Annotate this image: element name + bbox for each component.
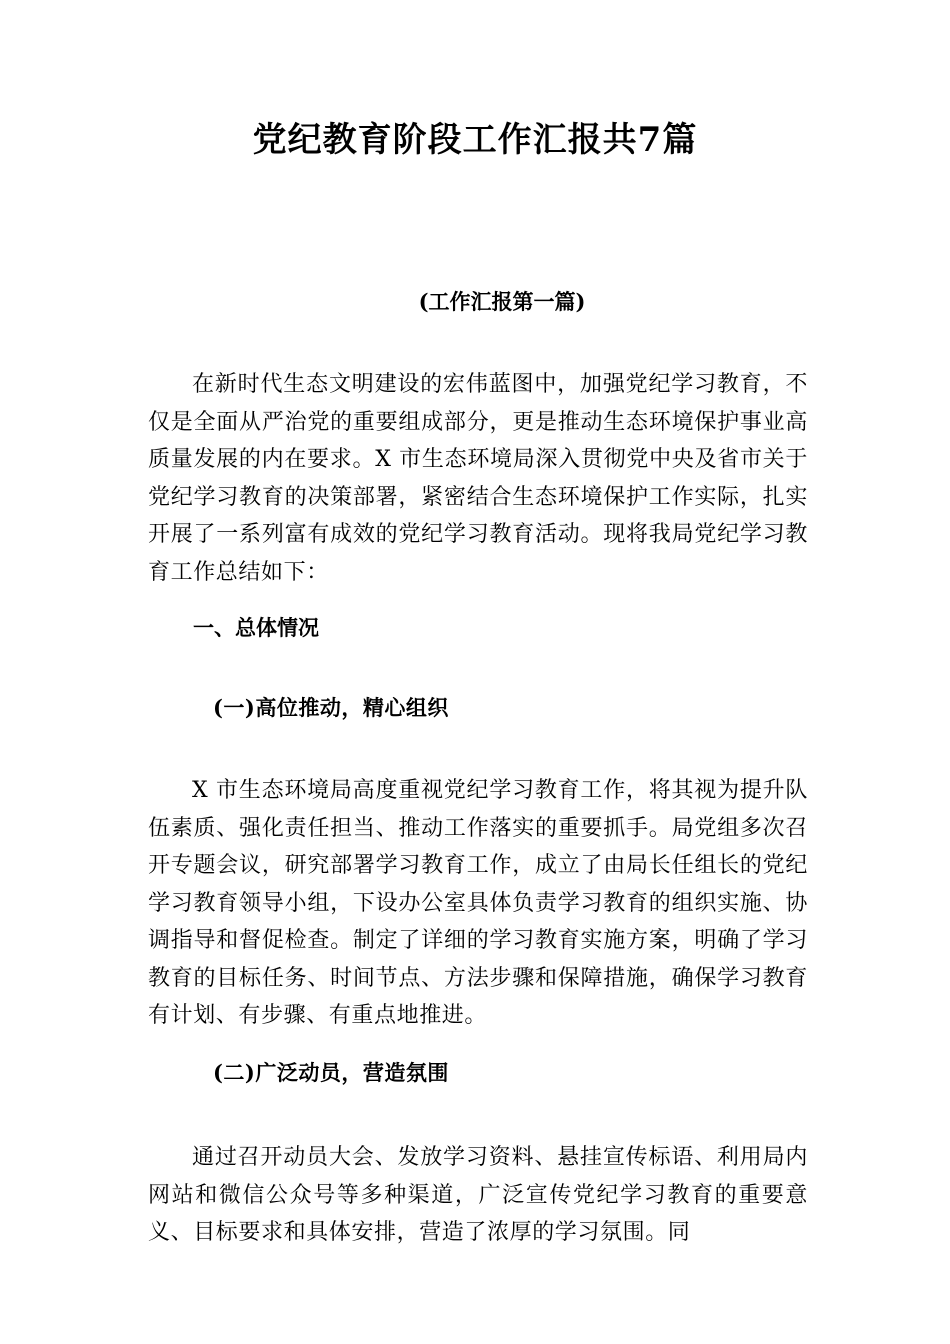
intro-paragraph: 在新时代生态文明建设的宏伟蓝图中，加强党纪学习教育，不仅是全面从严治党的重要组成部分，更是推动生态环境保护事业高质量发展的内在要求。X 市生态环境局深入贯彻党中央及省市关于党纪学习教育的决策部署，紧密结合生态环境保护工作实际，扎实开展了一系列富有成效的党纪学习教育活动。现将我局党纪学习教育工作总结如下：: [148, 372, 808, 585]
body-paragraph-2: 通过召开动员大会、发放学习资料、悬挂宣传标语、利用局内网站和微信公众号等多种渠道，广泛宣传党纪学习教育的重要意义、目标要求和具体安排，营造了浓厚的学习氛围。同: [148, 1145, 808, 1245]
document-title: 党纪教育阶段工作汇报共7篇: [252, 120, 698, 160]
body-paragraph-1: X 市生态环境局高度重视党纪学习教育工作，将其视为提升队伍素质、强化责任担当、推动工作落实的重要抓手。局党组多次召开专题会议，研究部署学习教育工作，成立了由局长任组长的党纪学习教育领导小组，下设办公室具体负责学习教育的组织实施、协调指导和督促检查。制定了详细的学习教育实施方案，明确了学习教育的目标任务、时间节点、方法步骤和保障措施，确保学习教育有计划、有步骤、有重点地推进。: [148, 778, 808, 1028]
document-subtitle: (工作汇报第一篇): [418, 289, 586, 314]
section-heading-overview: 一、总体情况: [193, 615, 319, 640]
subsection-heading-2: (二)广泛动员，营造氛围: [213, 1060, 449, 1085]
subsection-heading-1: (一)高位推动，精心组织: [213, 695, 449, 720]
